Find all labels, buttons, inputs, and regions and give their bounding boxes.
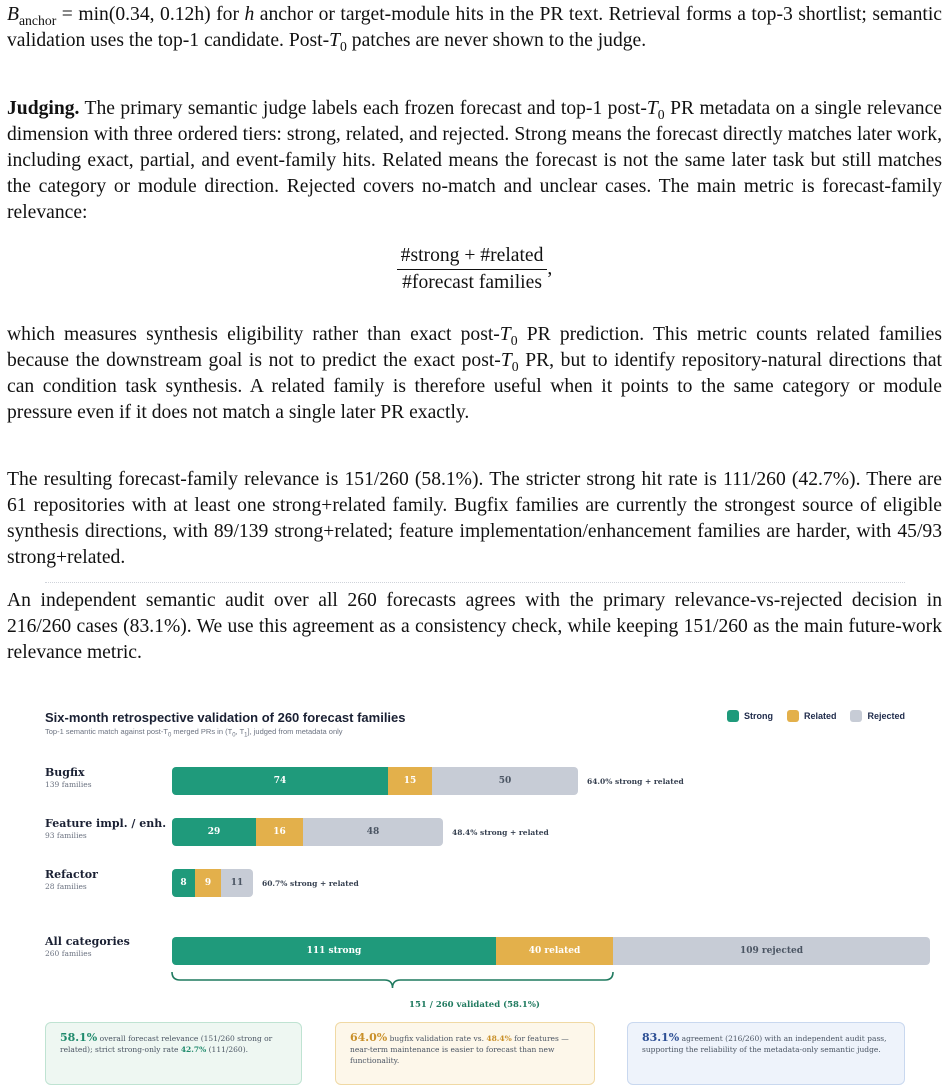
bar-all-categories: [172, 937, 930, 965]
row-label-bugfix: [45, 766, 92, 789]
bar-segment-rejected: 11: [221, 869, 253, 897]
row-name: Refactor: [45, 868, 98, 881]
bar-segment-strong: 8: [172, 869, 195, 897]
math-variable: T: [329, 30, 341, 51]
math-subscript: 0: [340, 38, 347, 54]
legend-label: Rejected: [867, 711, 905, 721]
row-name: Feature impl. / enh.: [45, 817, 167, 830]
card-text: for features — near-term maintenance is easier to forecast than new functionality.: [350, 1034, 569, 1065]
row-label-refactor: [45, 868, 98, 891]
card-bugfix-rate: [335, 1022, 595, 1085]
figure-title: Six-month retrospective validation of 260 forecast families: [45, 710, 406, 725]
bar-segment-strong: 111 strong: [172, 937, 496, 965]
card-stat: 58.1%: [60, 1031, 98, 1044]
card-text: (111/260).: [206, 1045, 249, 1054]
text-span: patches are never shown to the judge.: [346, 30, 647, 51]
validated-brace: [0, 970, 949, 1000]
row-count: 93 families: [45, 831, 87, 840]
formula-subscript: anchor: [18, 12, 57, 28]
row-count: 260 families: [45, 949, 92, 958]
formula-symbol: B: [7, 4, 19, 25]
math-variable: T: [500, 350, 512, 371]
brace-label: 151 / 260 validated (58.1%): [409, 1000, 540, 1010]
subtitle-span: merged PRs in (T: [171, 727, 233, 736]
text-span: PR prediction. This metric counts related families because the downstream goal is not to predict the exact post-: [7, 324, 942, 371]
card-overall-relevance: [45, 1022, 302, 1085]
legend-label: Related: [803, 711, 837, 721]
row-label-feature: [45, 817, 166, 840]
bar-segment-strong: 29: [172, 818, 256, 846]
legend-swatch-strong: [727, 710, 739, 722]
subtitle-span: Top-1 semantic match against post-T: [45, 727, 168, 736]
legend-swatch-related: [787, 710, 799, 722]
bar-note-refactor: 60.7% strong + related: [262, 879, 359, 888]
math-subscript: 0: [657, 106, 665, 122]
bar-segment-rejected: 50: [432, 767, 578, 795]
text-span: The primary semantic judge labels each frozen forecast and top-1 post-: [79, 98, 647, 119]
math-variable: T: [499, 324, 511, 345]
math-subscript: 0: [510, 332, 518, 348]
subtitle-subscript: 0: [167, 732, 172, 739]
legend-rejected: [850, 710, 905, 722]
card-highlight: 48.4%: [486, 1034, 512, 1043]
paragraph-results: The resulting forecast-family relevance is 151/260 (58.1%). The stricter strong hit rate is 111/260 (42.7%). There are 61 repositories with at least one strong+related family. Bugfix families are currently the strongest source of eligible synthesis directions, with 89/139 strong+related; feature implementation/enhancement families are harder, with 45/93 strong+related.: [7, 469, 942, 568]
subtitle-subscript: 0: [232, 732, 236, 739]
card-stat: 83.1%: [642, 1031, 680, 1044]
text-span: PR metadata on a single relevance dimension with three ordered tiers: strong, related, and rejected. Strong means the forecast directly matches later work, including exact, partial, and event-family hits. Related means the forecast is not the same later task but still matches the category or module direction. Rejected covers no-match and unclear cases. The main metric is forecast-family relevance:: [7, 98, 942, 223]
paragraph-audit: An independent semantic audit over all 260 forecasts agrees with the primary relevance-vs-rejected decision in 216/260 cases (83.1%). We use this agreement as a consistency check, while keeping 151/260 as the main future-work relevance metric.: [7, 590, 942, 663]
paragraph-heading: Judging.: [7, 98, 80, 119]
bar-segment-rejected: 109 rejected: [613, 937, 930, 965]
bar-segment-related: 16: [256, 818, 303, 846]
row-count: 28 families: [45, 882, 87, 891]
bar-feature: [172, 818, 443, 846]
math-variable: h: [244, 4, 255, 25]
equation-comma: ,: [547, 258, 553, 279]
card-text: overall forecast relevance (151/260 strong or related); strict strong-only rate: [60, 1034, 273, 1054]
formula-body: = min(0.34, 0.12h): [56, 4, 211, 25]
bar-refactor: [172, 869, 253, 897]
card-highlight: 42.7%: [180, 1045, 207, 1054]
subtitle-span: ], judged from metadata only: [247, 727, 343, 736]
bar-segment-related: 9: [195, 869, 221, 897]
fraction-denominator: #forecast families: [402, 272, 542, 293]
math-subscript: 0: [511, 358, 519, 374]
card-stat: 64.0%: [350, 1031, 388, 1044]
chart-divider: [45, 582, 905, 583]
legend-swatch-rejected: [850, 710, 862, 722]
row-name: Bugfix: [45, 766, 85, 779]
figure-subtitle: [45, 727, 343, 739]
subtitle-subscript: 1: [244, 732, 248, 739]
card-text: bugfix validation rate vs.: [387, 1034, 487, 1043]
paragraph-judging: [7, 96, 942, 226]
paragraph-synthesis: [7, 322, 942, 426]
legend-related: [787, 710, 837, 722]
text-span: PR, but to identify repository-natural directions that can condition task synthesis. A related family is therefore useful when it points to the same category or module pressure even if it does not match a single later PR exactly.: [7, 350, 942, 423]
subtitle-span: , T: [235, 727, 245, 736]
fraction-numerator: #strong + #related: [397, 243, 548, 270]
bar-segment-related: 15: [388, 767, 432, 795]
legend-label: Strong: [743, 711, 773, 721]
bar-segment-rejected: 48: [303, 818, 443, 846]
card-text: agreement (216/260) with an independent audit pass, supporting the reliability of the metadata-only semantic judge.: [642, 1034, 887, 1054]
row-count: 139 families: [45, 780, 92, 789]
row-label-all: [45, 935, 130, 958]
bar-bugfix: [172, 767, 578, 795]
bar-note-bugfix: 64.0% strong + related: [587, 777, 684, 786]
chart-legend: [727, 710, 905, 722]
text-span: anchor or target-module hits in the PR text. Retrieval forms a top-3 shortlist; semantic validation uses the top-1 candidate. Post-: [7, 4, 942, 51]
fraction: [397, 243, 548, 296]
bar-segment-strong: 74: [172, 767, 388, 795]
text-span: for: [210, 4, 245, 25]
bar-note-feature: 48.4% strong + related: [452, 828, 549, 837]
relevance-equation: [0, 243, 949, 296]
bar-segment-related: 40 related: [496, 937, 613, 965]
math-variable: T: [646, 98, 658, 119]
paragraph-anchor-formula: [7, 2, 942, 54]
card-audit-agreement: [627, 1022, 905, 1085]
text-span: which measures synthesis eligibility rather than exact post-: [7, 324, 500, 345]
legend-strong: [727, 710, 773, 722]
brace-path: [172, 972, 613, 988]
row-name: All categories: [45, 935, 130, 948]
